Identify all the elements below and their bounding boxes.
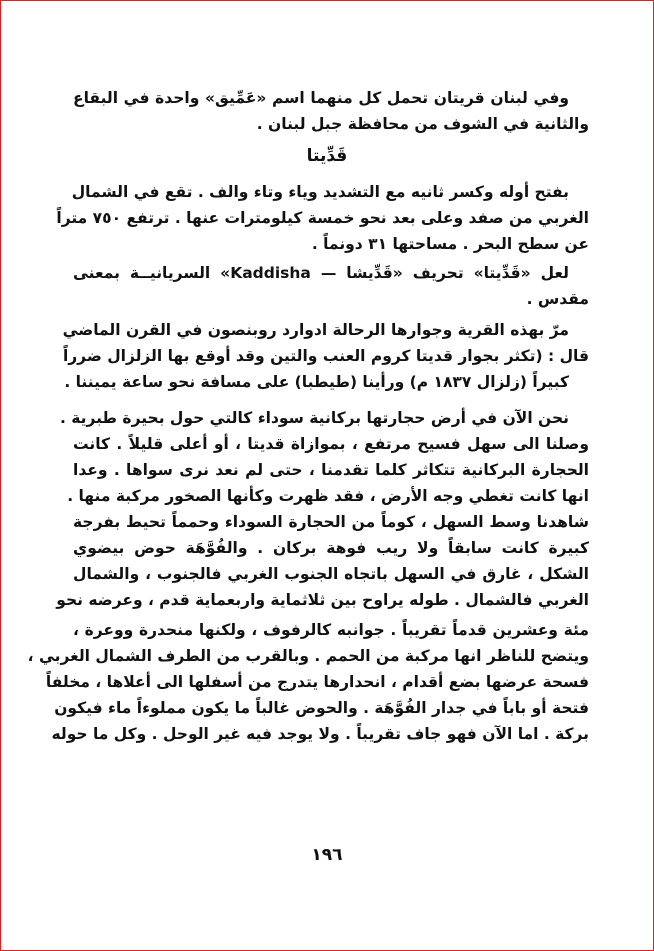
text-line: مئة وعشرين قدماً تقريباً . جوانبه كالرفوف ، ولكنها منحدرة ووعرة ، bbox=[73, 621, 589, 639]
text-line: بركة . اما الآن فهو جاف تقريباً . ولا يوجد فيه غير الوحل . وكل ما حوله bbox=[51, 725, 589, 743]
text-line: شاهدنا وسط السهل ، كوماً من الحجارة السوداء وحمماً تحيط بفرجة bbox=[73, 513, 589, 531]
text-line: الشكل ، غارق في السهل باتجاه الجنوب الغربي فالجنوب ، والشمال bbox=[73, 565, 589, 583]
text-line: نحن الآن في أرض حجارتها بركانية سوداء كالتي حول بحيرة طبرية . bbox=[59, 409, 569, 427]
text-line: لعل «قَدِّيتا» تحريف «قَدِّيشا — Kaddisha» السريانيــة بمعنى bbox=[73, 264, 570, 282]
text-line: كبيراً (زلزال ١٨٣٧ م) ورأينا (طيطبا) على مسافة نحو ساعة يميننا . bbox=[64, 373, 569, 391]
text-line: مرّ بهذه القرية وجوارها الرحالة ادوارد روبنصون في القرن الماضي bbox=[62, 321, 569, 339]
text-line: والثانية في الشوف من محافظة جبل لبنان . bbox=[256, 115, 589, 133]
section-heading: قَدِّيتا bbox=[306, 146, 348, 166]
text-line: عن سطح البحر . مساحتها ٣١ دونماً . bbox=[311, 235, 589, 253]
text-line: بفتح أوله وكسر ثانيه مع التشديد وياء وتاء والف . تقع في الشمال bbox=[71, 183, 569, 201]
text-line: كبيرة كانت سابقاً ولا ريب فوهة بركان . والفُوَّهَة حوض بيضوي bbox=[73, 539, 589, 557]
page-number: ١٩٦ bbox=[311, 845, 343, 865]
text-line: الغربي فالشمال . طوله يراوح بين ثلاثماية واربعماية قدم ، وعرضه نحو bbox=[56, 591, 589, 609]
text-line: انها كانت تغطي وجه الأرض ، فقد ظهرت وكأنها الصخور مركبة منها . bbox=[67, 487, 589, 505]
text-line: ويتضح للناظر انها مركبة من الحمم . وبالقرب من الطرف الشمال الغربي ، bbox=[27, 647, 589, 665]
text-line: مقدس . bbox=[526, 290, 589, 308]
text-line: فتحة أو باباً في جدار الفُوَّهَة . والحوض غالباً ما يكون مملوءاً ماء فيكون bbox=[54, 699, 589, 717]
text-line: فسحة عرضها بضع أقدام ، انحدارها يتدرج من أسفلها الى أعلاها ، مخلفاً bbox=[45, 673, 589, 691]
text-line: وصلنا الى سهل فسيح مرتفع ، بموازاة قديتا ، أو أعلى قليلاً . كانت bbox=[73, 435, 589, 453]
text-line: وفي لبنان قريتان تحمل كل منهما اسم «عَمِّيق» واحدة في البقاع bbox=[73, 89, 569, 107]
text-line: الغربي من صفد وعلى بعد نحو خمسة كيلومترات عنها . ترتفع ٧٥٠ متراً bbox=[56, 209, 589, 227]
text-line: قال : (تكثر بجوار قديتا كروم العنب والتين وقد أوقع بها الزلزال ضرراً bbox=[62, 347, 589, 365]
text-line: الحجارة البركانية تتكاثر كلما تقدمنا ، حتى لم نعد نرى سواها . وعدا bbox=[73, 461, 589, 479]
